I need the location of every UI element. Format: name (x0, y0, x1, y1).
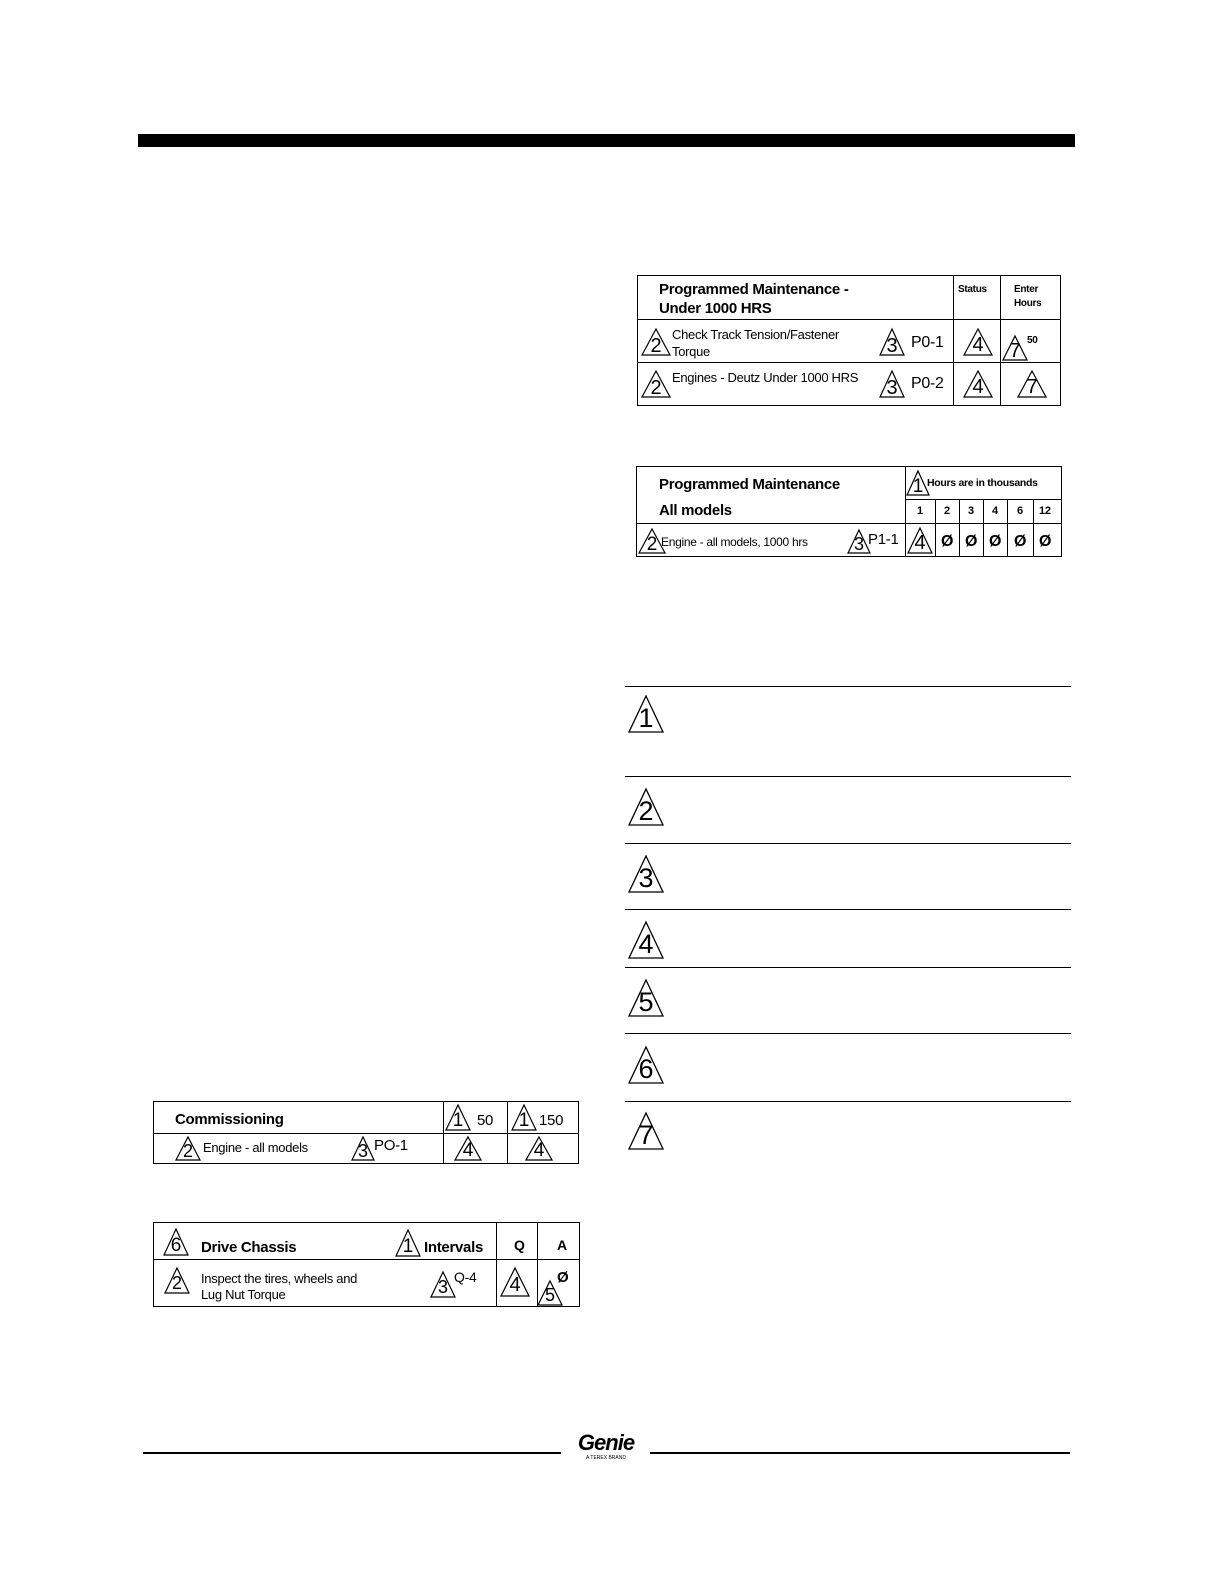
logo-wordmark: Genie (577, 1430, 635, 1455)
row-text: Engines - Deutz Under 1000 HRS (672, 370, 859, 385)
marker-4-icon: 4 (454, 1136, 482, 1161)
interval-mark: Ø (989, 533, 1002, 550)
marker-2-icon: 2 (641, 370, 671, 398)
interval-mark: Ø (557, 1269, 569, 1286)
marker-2-icon: 2 (638, 528, 666, 554)
marker-1-icon: 1 (906, 470, 930, 496)
row-text-2: Lug Nut Torque (201, 1287, 286, 1302)
legend-marker-1-icon: 1 (628, 695, 664, 733)
marker-4-icon: 4 (907, 527, 933, 554)
row-text: Check Track Tension/Fastener (672, 327, 839, 342)
logo-tagline: A TEREX BRAND (586, 1455, 626, 1461)
marker-1-icon: 1 (511, 1104, 537, 1131)
marker-6-icon: 6 (163, 1228, 189, 1256)
legend-marker-2-icon: 2 (628, 788, 664, 826)
commissioning-title: Commissioning (175, 1111, 284, 1128)
marker-7-icon: 7 (1002, 335, 1028, 361)
footer-rule-left (143, 1452, 561, 1454)
marker-2-icon: 2 (641, 328, 671, 356)
row-text: Engine - all models, 1000 hrs (661, 535, 808, 549)
row-text-2: Torque (672, 344, 710, 359)
marker-4-icon: 4 (963, 328, 993, 356)
footer-rule-right (650, 1452, 1070, 1454)
legend-marker-5-icon: 5 (628, 979, 664, 1017)
marker-1-icon: 1 (445, 1104, 471, 1131)
legend-marker-3-icon: 3 (628, 855, 664, 893)
legend-rule (625, 1101, 1071, 1102)
drive-chassis-title: Drive Chassis (201, 1239, 297, 1256)
interval-col: 2 (944, 505, 950, 517)
interval-mark: Ø (941, 533, 954, 550)
hours-value: 50 (1027, 335, 1038, 346)
pm-all-models-table (636, 466, 1062, 557)
procedure-code: P1-1 (868, 531, 899, 548)
marker-3-icon: 3 (430, 1271, 456, 1298)
marker-3-icon: 3 (847, 529, 871, 554)
interval-mark: Ø (1014, 533, 1027, 550)
marker-2-icon: 2 (175, 1136, 201, 1161)
interval-col: 1 (917, 505, 923, 517)
interval-col: 12 (1039, 505, 1051, 517)
legend-rule (625, 1033, 1071, 1034)
interval-col: 6 (1017, 505, 1023, 517)
procedure-code: P0-2 (911, 375, 944, 392)
marker-7-icon: 7 (1017, 370, 1047, 398)
marker-3-icon: 3 (879, 370, 905, 398)
hours-50: 50 (477, 1112, 494, 1129)
pm-all-title: Programmed Maintenance (659, 476, 840, 493)
marker-3-icon: 3 (351, 1136, 375, 1161)
enter-header: Enter (1014, 284, 1039, 295)
header-bar (138, 134, 1075, 147)
marker-2-icon: 2 (164, 1267, 190, 1294)
legend-marker-4-icon: 4 (628, 921, 664, 959)
legend-rule (625, 776, 1071, 777)
genie-logo (566, 1432, 646, 1461)
pm-under-1000-table (637, 275, 1061, 406)
procedure-code: P0-1 (911, 334, 944, 351)
legend-rule (625, 909, 1071, 910)
hours-header: Hours (1014, 298, 1042, 309)
procedure-code: PO-1 (374, 1137, 408, 1154)
hours-150: 150 (539, 1112, 564, 1129)
marker-3-icon: 3 (879, 328, 905, 356)
hours-note: Hours are in thousands (927, 477, 1038, 489)
pm-all-subtitle: All models (659, 502, 732, 519)
interval-col: 3 (968, 505, 974, 517)
pm-under-1000-header: Programmed Maintenance - (659, 281, 849, 298)
row-text: Inspect the tires, wheels and (201, 1271, 358, 1286)
interval-q: Q (514, 1237, 525, 1253)
intervals-label: Intervals (424, 1239, 483, 1256)
drive-chassis-table (153, 1222, 580, 1307)
legend-marker-6-icon: 6 (628, 1046, 664, 1084)
marker-5-icon: 5 (537, 1280, 563, 1306)
interval-mark: Ø (965, 533, 978, 550)
interval-a: A (557, 1237, 567, 1253)
marker-4-icon: 4 (963, 370, 993, 398)
row-text: Engine - all models (203, 1140, 308, 1155)
legend-rule (625, 843, 1071, 844)
interval-col: 4 (992, 505, 998, 517)
legend-rule (625, 686, 1071, 687)
commissioning-table (153, 1101, 579, 1164)
marker-4-icon: 4 (525, 1136, 553, 1161)
marker-1-icon: 1 (395, 1229, 421, 1257)
status-header: Status (958, 284, 987, 295)
legend-rule (625, 967, 1071, 968)
marker-4-icon: 4 (500, 1267, 530, 1297)
procedure-code: Q-4 (454, 1269, 477, 1285)
pm-under-1000-header-2: Under 1000 HRS (659, 300, 772, 317)
interval-mark: Ø (1039, 533, 1052, 550)
legend-marker-7-icon: 7 (628, 1112, 664, 1150)
